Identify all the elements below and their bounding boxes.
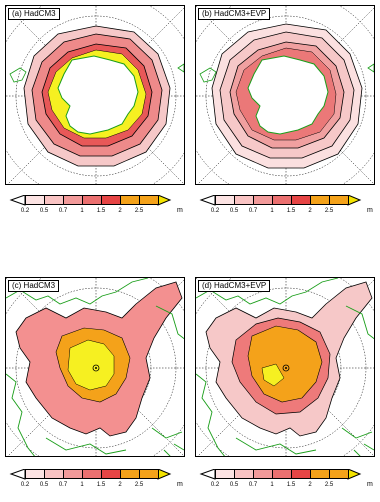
colorbar-tick-label: 1.5 — [286, 482, 296, 488]
colorbar-top-left — [5, 195, 185, 219]
colorbar-tick-label: 2.5 — [134, 208, 144, 214]
colorbar-segment — [101, 469, 121, 479]
colorbar-low-arrow — [11, 469, 25, 479]
colorbar-tick-label: 2 — [118, 482, 122, 488]
colorbar-segment — [82, 469, 102, 479]
colorbar-segment — [253, 469, 273, 479]
colorbar-segment — [25, 195, 45, 205]
colorbar-segment — [234, 469, 254, 479]
colorbar-tick-label: 0.5 — [229, 482, 239, 488]
colorbar-high-arrow — [158, 469, 170, 479]
colorbar-segment — [253, 195, 273, 205]
colorbar-segment — [101, 195, 121, 205]
colorbar-tick-label: 2.5 — [324, 208, 334, 214]
panel-d-map — [195, 277, 375, 457]
colorbar-segment — [25, 469, 45, 479]
colorbar-tick-label: 1 — [270, 482, 274, 488]
colorbar-segment — [291, 195, 311, 205]
colorbar-unit: m — [177, 481, 183, 488]
colorbar-low-arrow — [11, 195, 25, 205]
colorbar-segment — [310, 469, 330, 479]
colorbar-segment — [120, 469, 140, 479]
colorbar-segment — [215, 469, 235, 479]
colorbar-segment — [44, 195, 64, 205]
panel-label: (a) HadCM3 — [8, 8, 60, 20]
colorbar-tick-label: 1 — [80, 208, 84, 214]
colorbar-tick-label: 2 — [118, 208, 122, 214]
colorbar-tick-label: 1 — [80, 482, 84, 488]
colorbar-bottom-left — [5, 469, 185, 493]
panel-label: (b) HadCM3+EVP — [198, 8, 270, 20]
colorbar-segment — [310, 195, 330, 205]
panel-c-map — [5, 277, 185, 457]
colorbar-bottom-right — [195, 469, 375, 493]
colorbar-tick-label: 0.5 — [39, 482, 49, 488]
colorbar-segment — [44, 469, 64, 479]
colorbar-unit: m — [367, 207, 373, 214]
colorbar-tick-label: 2.5 — [134, 482, 144, 488]
colorbar-segment — [139, 195, 159, 205]
antarctic-map-b — [196, 6, 375, 185]
colorbar-segment — [329, 469, 349, 479]
colorbar-segment — [234, 195, 254, 205]
colorbar-tick-label: 0.2 — [210, 208, 220, 214]
colorbar-tick-label: 2 — [308, 482, 312, 488]
colorbar-segment — [63, 195, 83, 205]
colorbar-segment — [215, 195, 235, 205]
colorbar-segment — [291, 469, 311, 479]
colorbar-high-arrow — [158, 195, 170, 205]
panel-b-map — [195, 5, 375, 185]
colorbar-segment — [82, 195, 102, 205]
colorbar-tick-label: 1.5 — [286, 208, 296, 214]
panel-a-map — [5, 5, 185, 185]
colorbar-tick-label: 1 — [270, 208, 274, 214]
colorbar-segment — [139, 469, 159, 479]
colorbar-tick-label: 0.5 — [39, 208, 49, 214]
colorbar-tick-label: 0.2 — [210, 482, 220, 488]
colorbar-high-arrow — [348, 469, 360, 479]
arctic-map-d — [196, 278, 375, 457]
colorbar-segment — [329, 195, 349, 205]
colorbar-tick-label: 0.5 — [229, 208, 239, 214]
colorbar-tick-label: 0.7 — [248, 208, 258, 214]
colorbar-tick-label: 1.5 — [96, 208, 106, 214]
colorbar-segment — [272, 195, 292, 205]
colorbar-unit: m — [177, 207, 183, 214]
colorbar-tick-label: 0.7 — [58, 208, 68, 214]
colorbar-high-arrow — [348, 195, 360, 205]
arctic-map-c — [6, 278, 185, 457]
colorbar-tick-label: 2.5 — [324, 482, 334, 488]
panel-label: (c) HadCM3 — [8, 280, 59, 292]
colorbar-unit: m — [367, 481, 373, 488]
colorbar-tick-label: 0.2 — [20, 482, 30, 488]
colorbar-segment — [63, 469, 83, 479]
antarctic-map-a — [6, 6, 185, 185]
colorbar-tick-label: 0.7 — [58, 482, 68, 488]
colorbar-tick-label: 1.5 — [96, 482, 106, 488]
colorbar-tick-label: 0.2 — [20, 208, 30, 214]
colorbar-low-arrow — [201, 469, 215, 479]
colorbar-segment — [272, 469, 292, 479]
colorbar-tick-label: 2 — [308, 208, 312, 214]
colorbar-low-arrow — [201, 195, 215, 205]
colorbar-tick-label: 0.7 — [248, 482, 258, 488]
colorbar-segment — [120, 195, 140, 205]
colorbar-top-right — [195, 195, 375, 219]
panel-label: (d) HadCM3+EVP — [198, 280, 270, 292]
